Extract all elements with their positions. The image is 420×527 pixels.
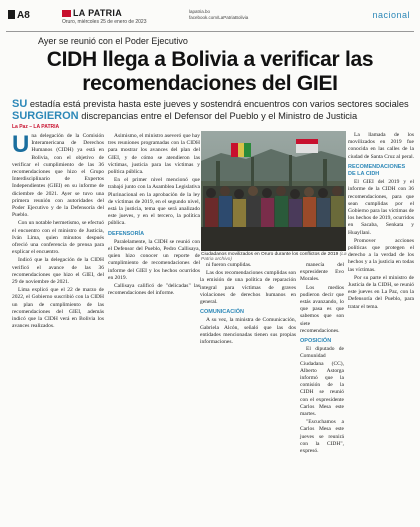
article-photo: [201, 131, 346, 251]
paragraph: Las dos recomendaciones cumplidas son la emisión de una política de reparación integral para víctimas de graves violaciones de derechos humanos en general.: [200, 270, 296, 306]
subheading: DEFENSORÍA: [108, 230, 145, 237]
deck-lead-2: SURGIERON: [12, 110, 79, 122]
article-column-3: [200, 262, 296, 347]
page-number: A8: [8, 10, 30, 21]
headline: CIDH llega a Bolivia a verificar las recomendaciones del GIEI: [46, 48, 374, 95]
paragraph: Los medios pudieron decir que estás avanzando, lo que pasa es que sabemos que son siete recomendaciones.: [300, 284, 344, 334]
subheading: RECOMENDACIONES DE LA CIDH: [348, 163, 406, 178]
deck-text-1: estadía está prevista hasta este jueves y sostendrá encuentros con varios sectores sociales: [29, 99, 409, 109]
paragraph: "Escuchamos a Carlos Mesa este jueves se reunirá con la CIDH", expresó.: [300, 419, 344, 455]
deck-lead-1: SU: [12, 98, 28, 110]
newspaper-logo: LA PATRIA: [73, 8, 123, 18]
photo-credit: (La Patria archivo): [201, 252, 347, 262]
issue-date: Oruro, miércoles 25 de enero de 2023: [62, 19, 147, 25]
paragraph: La llamada de los movilizados en 2019 fue conocida en las calles de la ciudad de Santa Cruz al peral.: [348, 132, 414, 160]
article-column-5: [348, 132, 414, 312]
subheading: COMUNICACIÓN: [200, 309, 244, 316]
facebook-link[interactable]: facebook.com/LaPatriaBolivia: [189, 15, 249, 20]
drop-cap: U: [12, 131, 30, 158]
paragraph: Promover acciones políticas que protegen el derecho a la verdad de los hechos y a la justicia en todas las víctimas.: [348, 237, 414, 273]
subheading: OPOSICIÓN: [300, 338, 332, 345]
caption-text: Ciudadanos movilizados en Oruro durante los conflictos de 2019: [201, 252, 339, 257]
paragraph: na delegación de la Comisión Interamericana de Derechos Humanos (CIDH) ya está en Bolivia, con el objetivo de verificar el cumplimiento de las 36 recomendaciones que hizo el Grupo Interdisciplinario de Expertos Independientes (GIEI) en su informe de diciembre de 2021. Ayer se tuvo una primera reunión con autoridades del Poder Ejecutivo y de la Defensoría del Pueblo.: [12, 133, 104, 219]
paragraph: El GIEI del 2019 y el informe de la CIDH con 36 recomendaciones, para que sean cumplidas por el Gobierno para las víctimas de los hechos de 2019, ocurridos en Sacaba, Senkata y Huayllani.: [348, 179, 414, 236]
header-divider: [6, 31, 414, 32]
paragraph: Paralelamente, la CIDH se reunió con el Defensor del Pueblo, Pedro Callisaya, quien hizo conocer un reporte de cumplimiento de recomendaciones del informe del GIEI y los hechos ocurridos en 2019.: [108, 238, 200, 281]
flag-icon: [62, 10, 71, 17]
paragraph: Indicó que la delegación de la CIDH verificó el avance de las 36 recomendaciones que hizo el GIEI, del 29 de noviembre de 2021.: [12, 257, 104, 286]
protest-crowd-image: [201, 131, 346, 251]
paragraph: ni fueron cumplidas.: [206, 262, 252, 268]
deck: [12, 98, 412, 122]
paragraph: Lima explicó que el 22 de marzo de 2022, el Gobierno suscribió con la CIDH un plan de cumplimiento de las recomendaciones del GIEI, además indicó que la CIDH verá en Bolivia los avances realizados.: [12, 287, 104, 330]
page-header: [6, 6, 414, 30]
article-column-4: [300, 262, 344, 456]
paragraph: Callisaya calificó de "delicadas" las recomendaciones del informe.: [108, 283, 200, 297]
deck-text-2: discrepancias entre el Defensor del Pueblo y el Ministro de Justicia: [81, 111, 358, 121]
paragraph: Asimismo, el ministro aseveró que hay tres reuniones programadas con la CIDH para mostrar los avances del plan del GIEI, y de cómo se atendieron las víctimas, justicia para las víctimas y política pública.: [108, 133, 200, 176]
paragraph: El diputado de Comunidad Ciudadana (CC), Alberto Astorga informó que la comisión de la CIDH se reunió con el expresidente Carlos Mesa este martes.: [300, 346, 344, 418]
article-column-2: [108, 133, 200, 298]
paragraph: Con un notable hermetismo, se efectuó el encuentro con el ministro de Justicia, Iván Lima, quien minutos después ofreció una conferencia de prensa para explicar el encuentro.: [12, 220, 104, 256]
paragraph: Por su parte el ministro de Justicia de la CIDH, se reunió este jueves en La Paz, con la Defensoría del Pueblo, para tratar el tema.: [348, 274, 414, 310]
article-column-1: [12, 133, 104, 331]
newspaper-brand: [62, 8, 172, 25]
photo-caption: [201, 252, 347, 262]
paragraph: A su vez, la ministra de Comunicación, Gabriela Alcón, señaló que las dos entidades mencionadas tienen sus propias informaciones.: [200, 317, 296, 346]
page-number-marker-icon: [8, 10, 15, 19]
website-link[interactable]: lapatria.bo: [189, 9, 211, 14]
social-links: [189, 9, 248, 21]
byline: La Paz – LA PATRIA: [12, 124, 60, 130]
section-label: nacional: [372, 10, 410, 20]
paragraph: En el primer nivel mencionó que trabajó junto con la Asamblea Legislativa Plurinacional en la aprobación de la ley de víctimas de 2019, en el segundo nivel, está la justicia, tema que será analizado este jueves, y en el tercero, la política pública.: [108, 177, 200, 227]
paragraph: manecía del expresidente Evo Morales.: [300, 262, 344, 283]
kicker: Ayer se reunió con el Poder Ejecutivo: [38, 36, 188, 46]
